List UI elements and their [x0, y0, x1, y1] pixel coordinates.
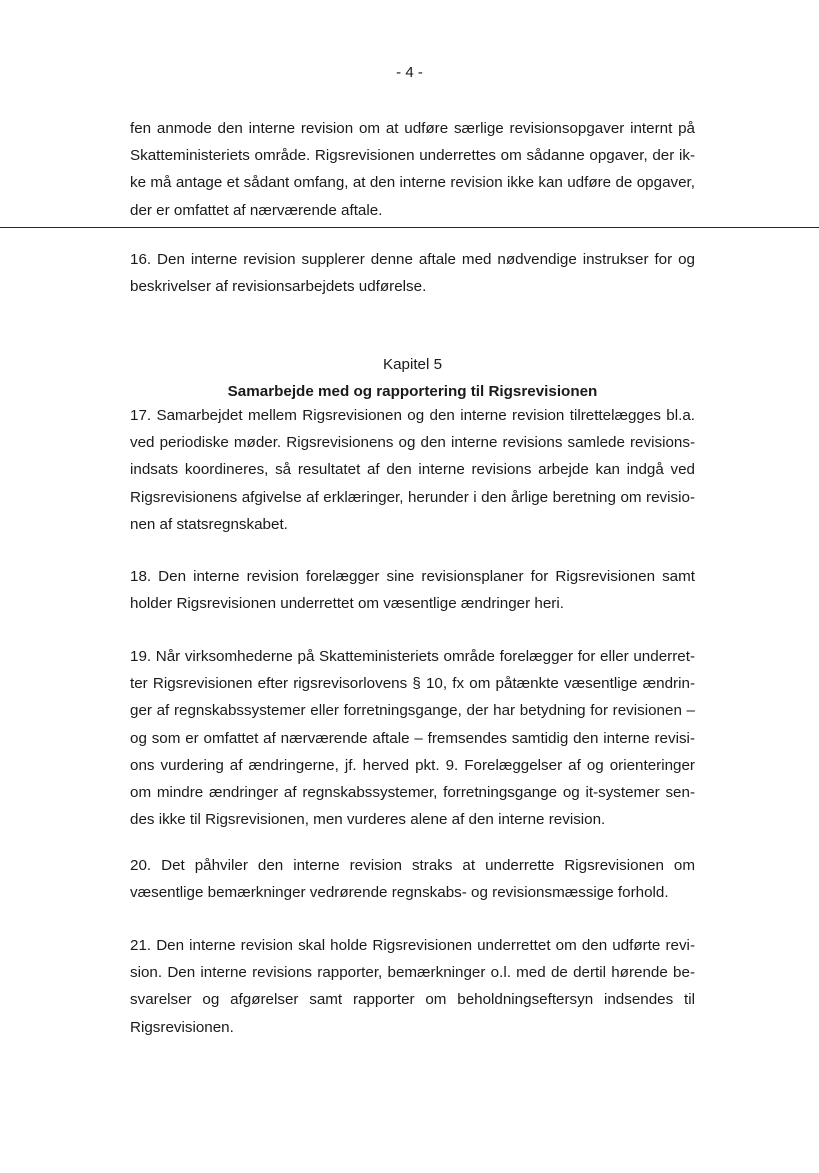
paragraph-16: 16. Den interne revision supplerer denne aftale med nødvendige instrukser for og beskrivelser af revisionsarbejdets udførelse.: [130, 251, 695, 296]
page-number: - 4 -: [396, 64, 423, 81]
horizontal-divider: [0, 227, 819, 228]
paragraph-17: 17. Samarbejdet mellem Rigsrevisionen og den interne revision tilrettelægges bl.a. ved periodiske møder. Rigsrevisionens og den interne revisions samlede revisionsindsats koordineres, så resultatet af den interne revisions arbejde kan indgå ved Rigsrevisionens afgivelse af erklæringer, herunder i den årlige beretning om revisionen af statsregnskabet.: [130, 407, 695, 533]
paragraph-18: 18. Den interne revision forelægger sine revisionsplaner for Rigsrevisionen samt holder Rigsrevisionen underrettet om væsentlige ændringer heri.: [130, 568, 695, 613]
paragraph-19: 19. Når virksomhederne på Skatteministeriets område forelægger for eller underretter Rigsrevisionen efter rigsrevisorlovens § 10, fx om påtænkte væsentlige ændringer af regnskabssystemer eller forretningsgange, der har betydning for revisionen – og som er omfattet af nærværende aftale – fremsendes samtidig den interne revisions vurdering af ændringerne, jf. herved pkt. 9. Forelæggelser af og orienteringer om mindre ændringer af regnskabssystemer, forretningsgange og it-systemer sendes ikke til Rigsrevisionen, men vurderes alene af den interne revision.: [130, 648, 695, 829]
chapter-label: Kapitel 5: [382, 356, 443, 373]
paragraph-21: 21. Den interne revision skal holde Rigsrevisionen underrettet om den udførte revision. Den interne revisions rapporter, bemærkninger o.l. med de dertil hørende besvarelser og afgørelser samt rapporter om beholdningseftersyn indsendes til Rigsrevisionen.: [130, 937, 695, 1036]
paragraph-20: 20. Det påhviler den interne revision straks at underrette Rigsrevisionen om væsentlige bemærkninger vedrørende regnskabs- og revisionsmæssige forhold.: [130, 857, 695, 902]
paragraph-continuation: fen anmode den interne revision om at udføre særlige revisionsopgaver internt på Skatteministeriets område. Rigsrevisionen underrettes om sådanne opgaver, der ikke må antage et sådant omfang, at den interne revision ikke kan udføre de opgaver, der er omfattet af nærværende aftale.: [130, 120, 695, 219]
chapter-title: Samarbejde med og rapportering til Rigsrevisionen: [227, 383, 598, 400]
